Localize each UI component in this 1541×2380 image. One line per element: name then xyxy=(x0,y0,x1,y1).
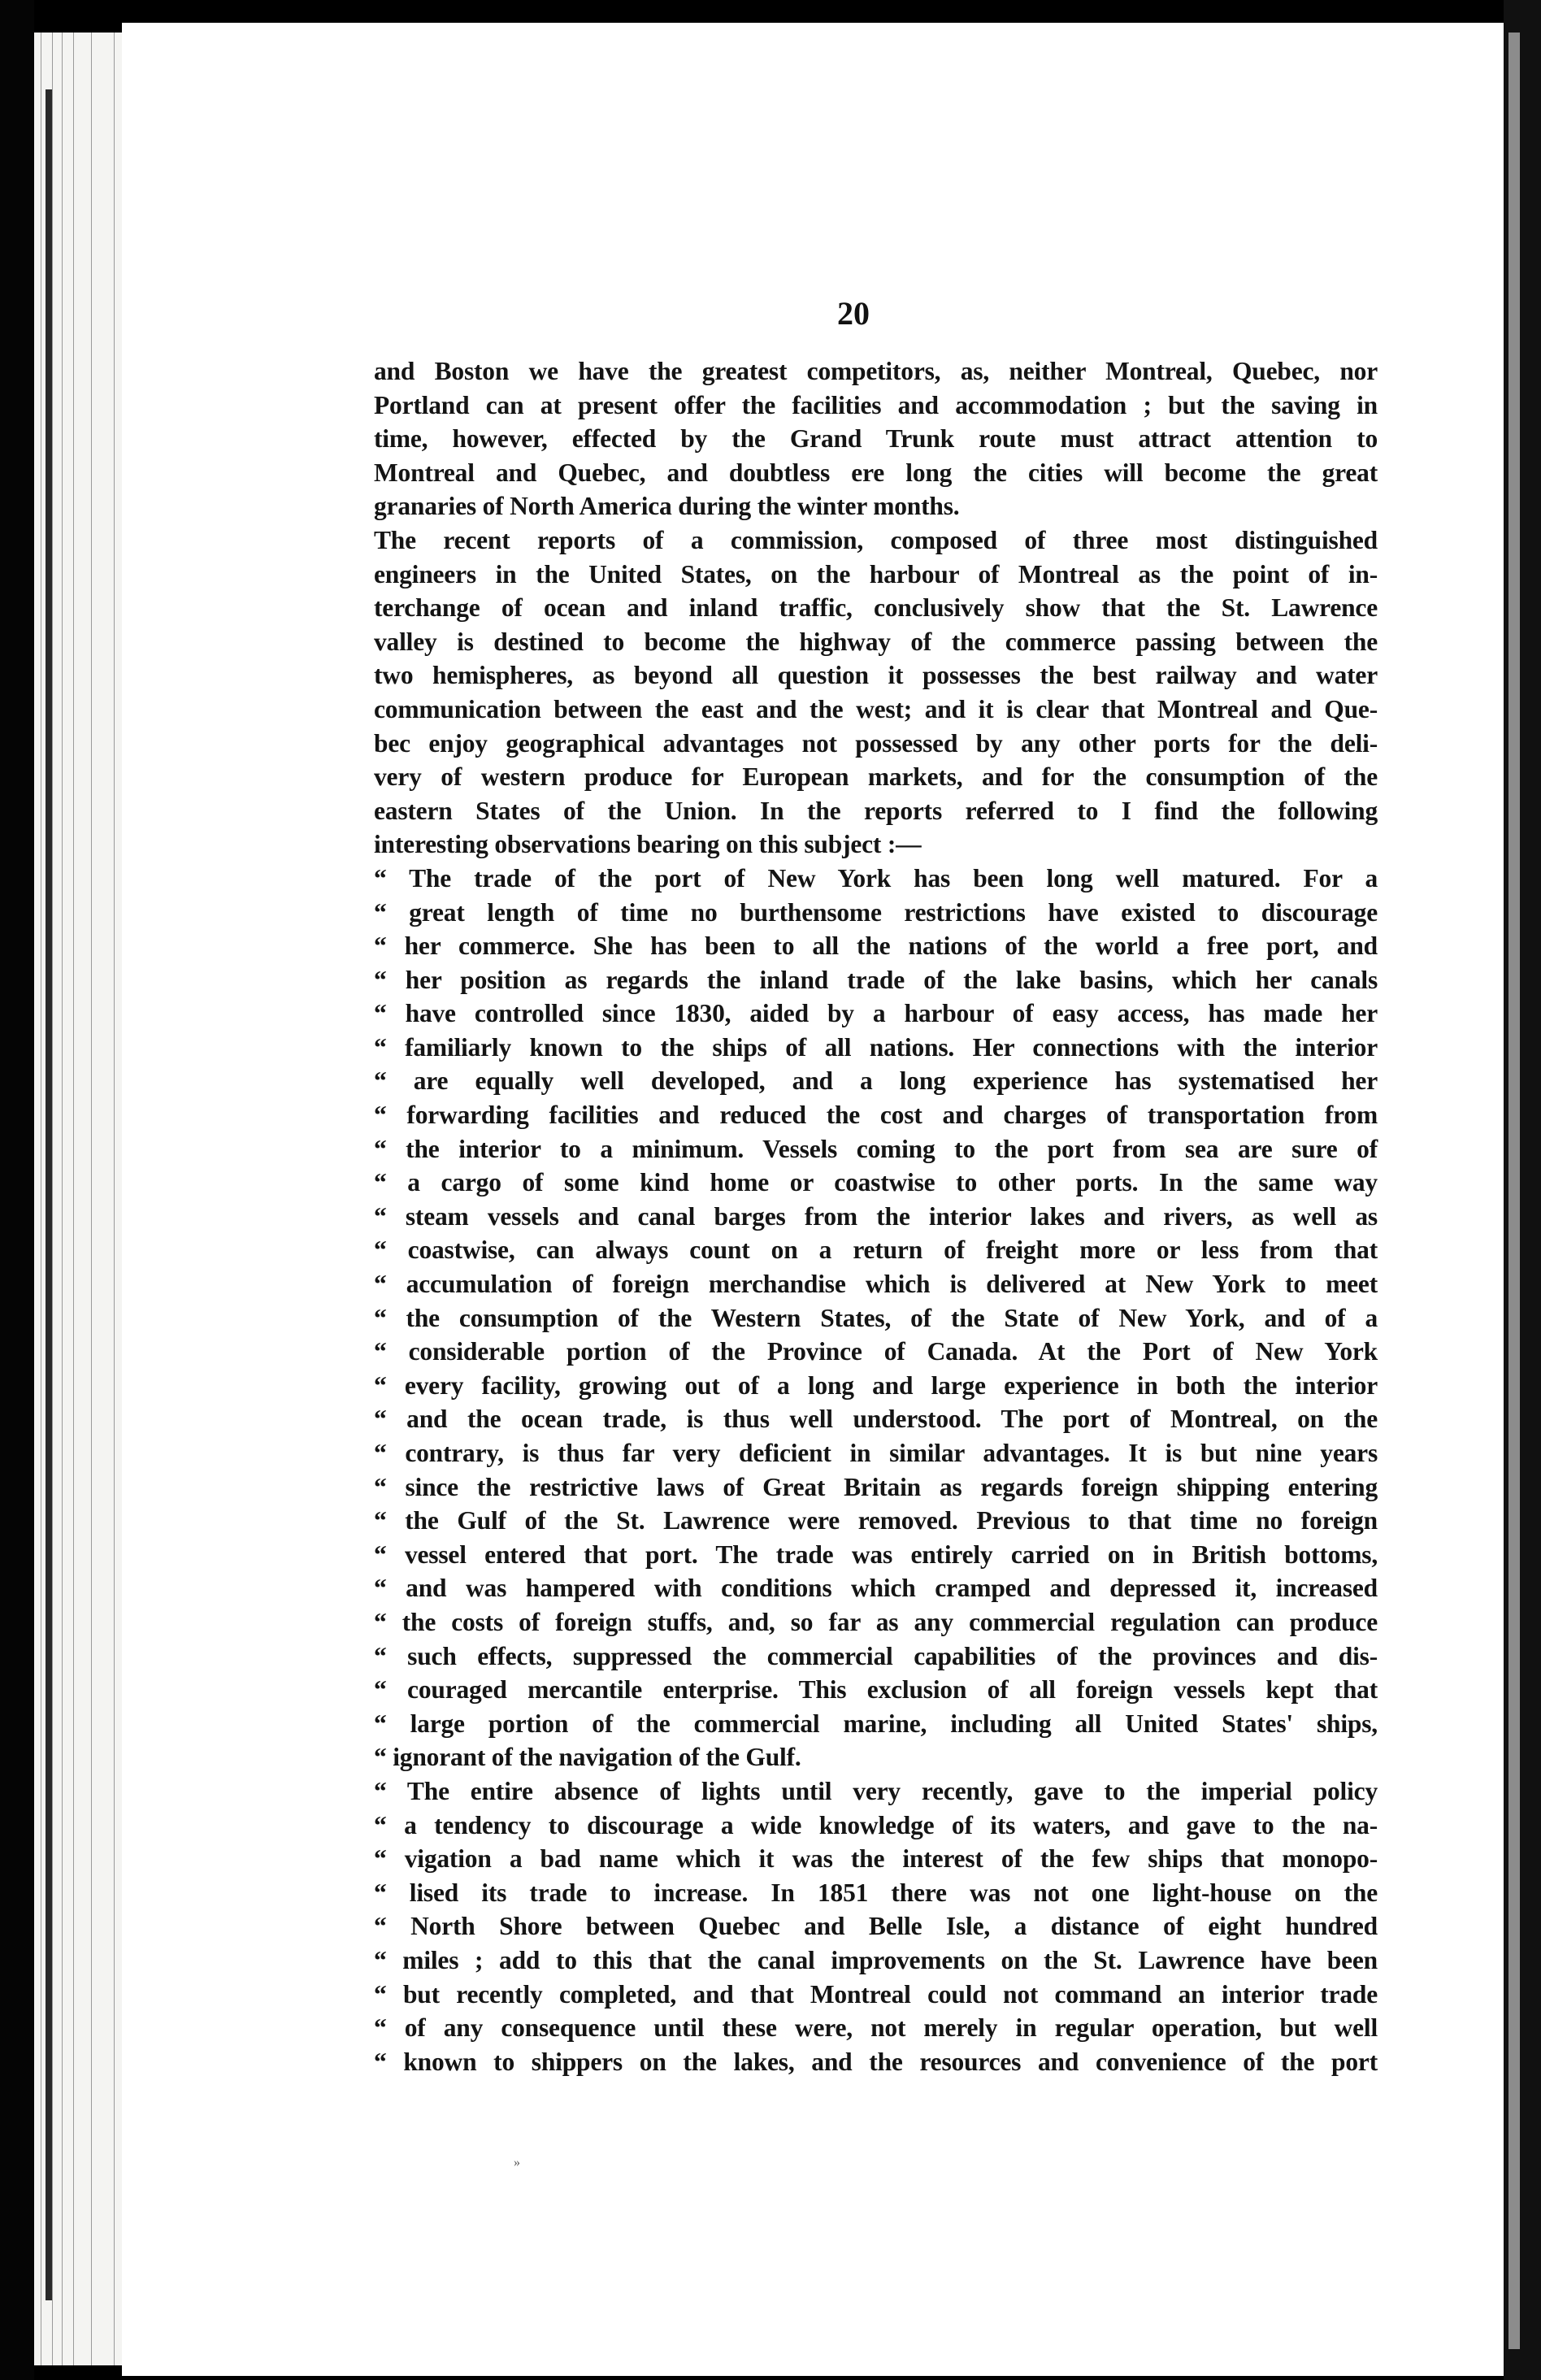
text-line: “ have controlled since 1830, aided by a harbour of easy access, has made her xyxy=(374,999,1378,1028)
text-line: “ the costs of foreign stuffs, and, so far as any commercial regulation can produce xyxy=(374,1607,1378,1636)
page-edge-line xyxy=(91,33,92,2365)
page-edge-line xyxy=(52,33,53,2365)
page-edge-line xyxy=(73,33,74,2365)
text-line: granaries of North America during the winter months. xyxy=(374,492,960,521)
page-edge-line xyxy=(62,33,63,2365)
text-line: “ ignorant of the navigation of the Gulf. xyxy=(374,1743,801,1772)
text-line: interesting observations bearing on this subject :— xyxy=(374,830,922,859)
text-line: “ are equally well developed, and a long experience has systematised her xyxy=(374,1066,1378,1096)
text-line: valley is destined to become the highway of the commerce passing between the xyxy=(374,627,1378,656)
page-number: 20 xyxy=(837,295,870,332)
text-line: terchange of ocean and inland traffic, conclusively show that the St. Lawrence xyxy=(374,593,1378,623)
text-line: “ every facility, growing out of a long and large experience in both the interior xyxy=(374,1370,1378,1400)
body-text xyxy=(374,354,1378,2078)
text-line: bec enjoy geographical advantages not possessed by any other ports for the deli- xyxy=(374,728,1378,758)
text-line: “ vessel entered that port. The trade was entirely carried on in British bottoms, xyxy=(374,1540,1378,1569)
right-edge-strip xyxy=(1508,33,1520,2349)
page-edge-shadow xyxy=(46,89,52,2300)
text-line: “ the consumption of the Western States, of the State of New York, and of a xyxy=(374,1303,1378,1332)
text-line: “ great length of time no burthensome restrictions have existed to discourage xyxy=(374,897,1378,927)
text-line: “ known to shippers on the lakes, and the resources and convenience of the port xyxy=(374,2047,1378,2076)
text-line: “ such effects, suppressed the commercial capabilities of the provinces and dis- xyxy=(374,1641,1378,1670)
right-page-edge xyxy=(1504,0,1541,2380)
text-line: “ but recently completed, and that Montreal could not command an interior trade xyxy=(374,1979,1378,2009)
text-line: The recent reports of a commission, composed of three most distinguished xyxy=(374,525,1378,554)
text-line: “ vigation a bad name which it was the interest of the few ships that monopo- xyxy=(374,1844,1378,1874)
text-line: “ accumulation of foreign merchandise which is delivered at New York to meet xyxy=(374,1270,1378,1299)
text-line: “ familiarly known to the ships of all nations. Her connections with the interior xyxy=(374,1032,1378,1062)
text-line: “ considerable portion of the Province of Canada. At the Port of New York xyxy=(374,1337,1378,1366)
text-line: “ The trade of the port of New York has been long well matured. For a xyxy=(374,863,1378,892)
text-line: “ her commerce. She has been to all the nations of the world a free port, and xyxy=(374,932,1378,961)
text-line: “ steam vessels and canal barges from the interior lakes and rivers, as well as xyxy=(374,1201,1378,1231)
text-line: “ since the restrictive laws of Great Britain as regards foreign shipping entering xyxy=(374,1472,1378,1501)
text-line: “ the Gulf of the St. Lawrence were removed. Previous to that time no foreign xyxy=(374,1506,1378,1535)
book-spine-shadow xyxy=(0,0,34,2380)
text-line: “ The entire absence of lights until very recently, gave to the imperial policy xyxy=(374,1776,1378,1805)
text-line: eastern States of the Union. In the reports referred to I find the following xyxy=(374,796,1378,825)
text-line: “ of any consequence until these were, not merely in regular operation, but well xyxy=(374,2013,1378,2043)
text-line: time, however, effected by the Grand Trunk route must attract attention to xyxy=(374,424,1378,454)
text-line: “ contrary, is thus far very deficient in similar advantages. It is but nine years xyxy=(374,1439,1378,1467)
text-line: “ forwarding facilities and reduced the cost and charges of transportation from xyxy=(374,1101,1378,1130)
text-line: and Boston we have the greatest competitors, as, neither Montreal, Quebec, nor xyxy=(374,357,1378,385)
text-line: “ and was hampered with conditions which cramped and depressed it, increased xyxy=(374,1574,1378,1603)
text-line: “ a tendency to discourage a wide knowledge of its waters, and gave to the na- xyxy=(374,1810,1378,1839)
text-line: “ coastwise, can always count on a return of freight more or less from that xyxy=(374,1236,1378,1265)
text-line: “ the interior to a minimum. Vessels coming to the port from sea are sure of xyxy=(374,1134,1378,1163)
text-line: “ large portion of the commercial marine, including all United States' ships, xyxy=(374,1709,1378,1738)
text-line: “ couraged mercantile enterprise. This exclusion of all foreign vessels kept that xyxy=(374,1675,1378,1705)
text-line: Montreal and Quebec, and doubtless ere long the cities will become the great xyxy=(374,458,1378,487)
text-line: two hemispheres, as beyond all question it possesses the best railway and water xyxy=(374,661,1378,690)
text-line: “ North Shore between Quebec and Belle Isle, a distance of eight hundred xyxy=(374,1912,1378,1941)
text-line: “ and the ocean trade, is thus well understood. The port of Montreal, on the xyxy=(374,1405,1378,1434)
page-edge-line xyxy=(114,33,115,2365)
text-line: engineers in the United States, on the harbour of Montreal as the point of in- xyxy=(374,559,1378,588)
text-line: communication between the east and the west; and it is clear that Montreal and Que- xyxy=(374,694,1378,723)
stray-mark: » xyxy=(514,2156,520,2169)
text-line: “ miles ; add to this that the canal improvements on the St. Lawrence have been xyxy=(374,1945,1378,1974)
text-line: very of western produce for European markets, and for the consumption of the xyxy=(374,762,1378,792)
text-line: “ a cargo of some kind home or coastwise to other ports. In the same way xyxy=(374,1168,1378,1197)
text-line: “ lised its trade to increase. In 1851 there was not one light-house on the xyxy=(374,1878,1378,1907)
text-line: “ her position as regards the inland trade of the lake basins, which her canals xyxy=(374,965,1378,994)
text-line: Portland can at present offer the facilities and accommodation ; but the saving in xyxy=(374,390,1378,419)
